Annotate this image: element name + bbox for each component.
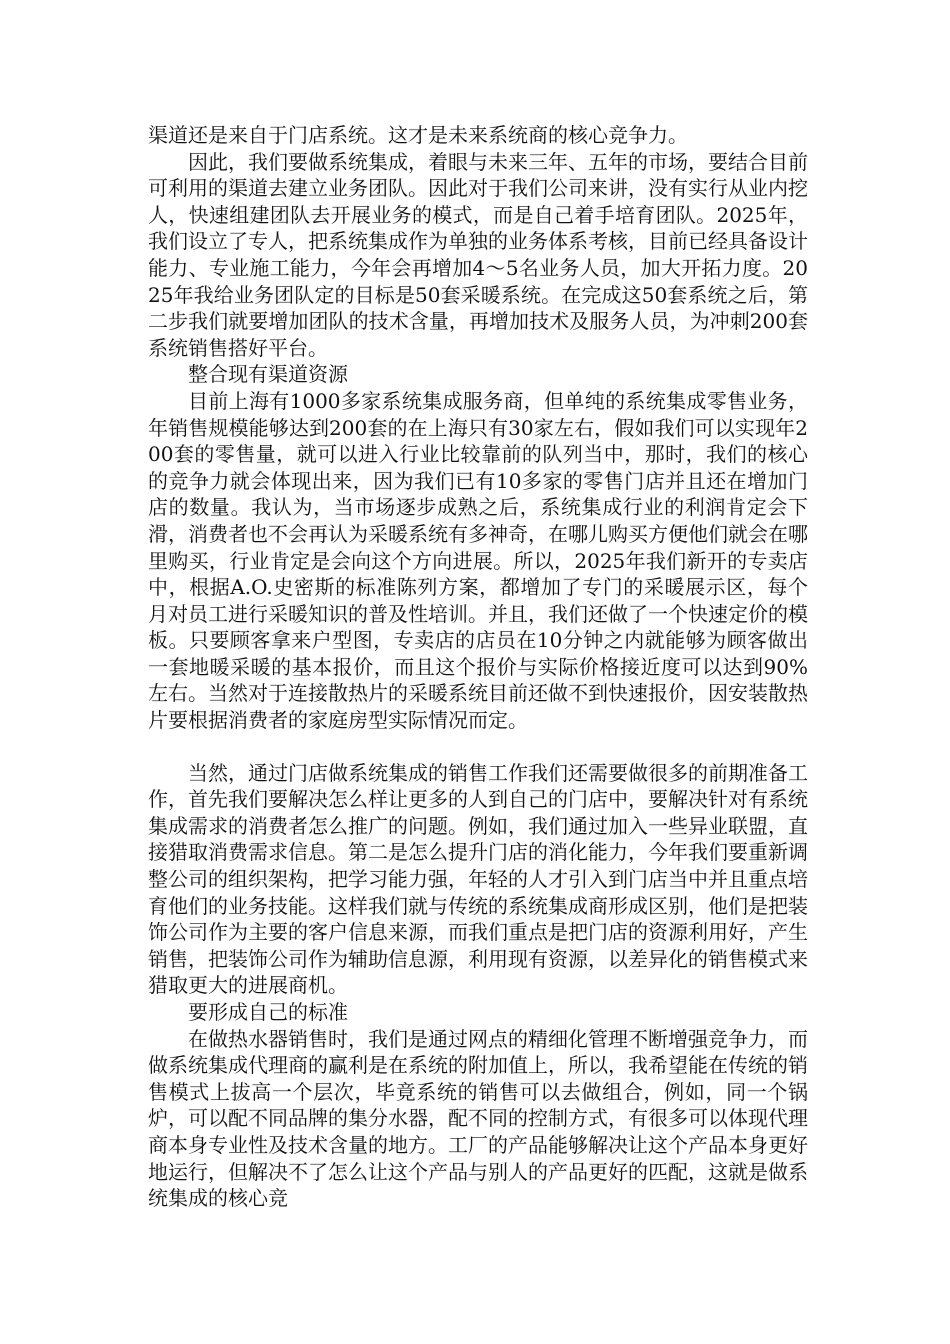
paragraph: 因此，我们要做系统集成，着眼与未来三年、五年的市场，要结合目前可利用的渠道去建立业务团队。因此对于我们公司来讲，没有实行从业内挖人，快速组建团队去开展业务的模式，而是自己着手培育团队。2025年，我们设立了专人，把系统集成作为单独的业务体系考核，目前已经具备设计能力、专业施工能力，今年会再增加4～5名业务人员，加大开拓力度。2025年我给业务团队定的目标是50套采暖系统。在完成这50套系统之后，第二步我们就要增加团队的技术含量，再增加技术及服务人员，为冲刺200套系统销售搭好平台。 <box>148 149 808 360</box>
paragraph: 渠道还是来自于门店系统。这才是未来系统商的核心竞争力。 <box>148 123 688 147</box>
paragraph: 当然，通过门店做系统集成的销售工作我们还需要做很多的前期准备工作，首先我们要解决怎么样让更多的人到自己的门店中，要解决针对有系统集成需求的消费者怎么推广的问题。例如，我们通过加入一些异业联盟，直接猎取消费需求信息。第二是怎么提升门店的消化能力，今年我们要重新调整公司的组织架构，把学习能力强，年轻的人才引入到门店当中并且重点培育他们的业务技能。这样我们就与传统的系统集成商形成区别，他们是把装饰公司作为主要的客户信息来源，而我们重点是把门店的资源利用好，产生销售，把装饰公司作为辅助信息源，利用现有资源，以差异化的销售模式来猎取更大的进展商机。 <box>148 760 808 998</box>
paragraph: 在做热水器销售时，我们是通过网点的精细化管理不断增强竞争力，而做系统集成代理商的赢利是在系统的附加值上，所以，我希望能在传统的销售模式上拔高一个层次，毕竟系统的销售可以去做组合，例如，同一个锅炉，可以配不同品牌的集分水器，配不同的控制方式，有很多可以体现代理商本身专业性及技术含量的地方。工厂的产品能够解决让这个产品本身更好地运行，但解决不了怎么让这个产品与别人的产品更好的匹配，这就是做系统集成的核心竞 <box>148 1026 808 1211</box>
paragraph: 目前上海有1000多家系统集成服务商，但单纯的系统集成零售业务，年销售规模能够达到200套的在上海只有30家左右，假如我们可以实现年200套的零售量，就可以进入行业比较靠前的队列当中，那时，我们的核心的竞争力就会体现出来，因为我们已有10多家的零售门店并且还在增加门店的数量。我认为，当市场逐步成熟之后，系统集成行业的利润肯定会下滑，消费者也不会再认为采暖系统有多神奇，在哪儿购买方便他们就会在哪里购买，行业肯定是会向这个方向进展。所以，2025年我们新开的专卖店中，根据A.O.史密斯的标准陈列方案，都增加了专门的采暖展示区，每个月对员工进行采暖知识的普及性培训。并且，我们还做了一个快速定价的模板。只要顾客拿来户型图，专卖店的店员在10分钟之内就能够为顾客做出一套地暖采暖的基本报价，而且这个报价与实际价格接近度可以达到90%左右。当然对于连接散热片的采暖系统目前还做不到快速报价，因安装散热片要根据消费者的家庭房型实际情况而定。 <box>148 388 808 733</box>
document-body <box>148 122 808 1212</box>
section-heading: 整合现有渠道资源 <box>188 362 348 387</box>
paragraph-gap <box>148 734 808 760</box>
section-heading: 要形成自己的标准 <box>188 1000 348 1024</box>
